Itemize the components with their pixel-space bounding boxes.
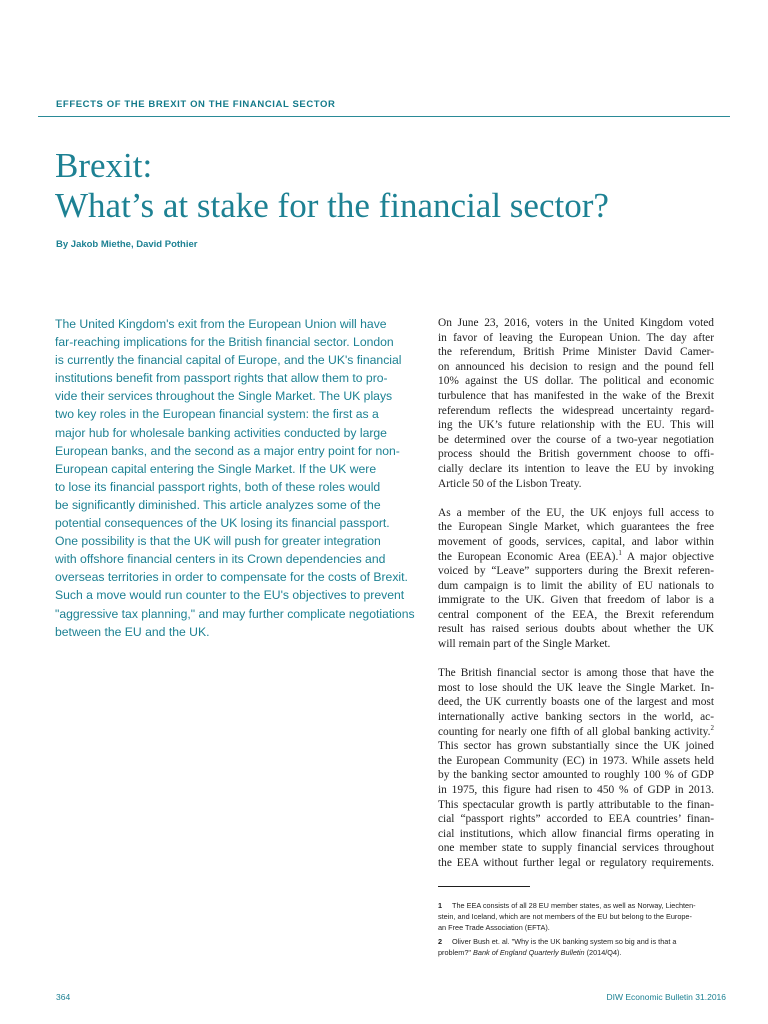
body-line xyxy=(438,550,714,565)
body-line: cial “passport rights” accorded to EEA countries’ finan- xyxy=(438,813,714,826)
body-line: one member state to supply financial services throughout xyxy=(438,842,714,855)
body-line: movement of goods, services, capital, and labor within xyxy=(438,535,714,548)
abstract-line: between the EU and the UK. xyxy=(55,624,210,639)
body-line: ing the UK’s future relationship with the EU. This will xyxy=(438,419,714,432)
footnote-journal-title: Bank of England Quarterly Bulletin xyxy=(473,948,585,958)
page-number: 364 xyxy=(56,992,71,1002)
body-line-text: counting for nearly one fifth of all global banking activity. xyxy=(438,725,711,738)
body-line: immigrate to the UK. Given that freedom of labor is a xyxy=(438,594,714,607)
footnote-text: The EEA consists of all 28 EU member states, as well as Norway, Liechten- xyxy=(452,901,696,910)
abstract-line: two key roles in the European financial system: the first as a xyxy=(55,407,379,422)
body-line: most to lose should the UK leave the Single Market. In- xyxy=(438,681,714,694)
body-line xyxy=(438,725,714,740)
article-title xyxy=(55,146,735,226)
title-line-1: Brexit: xyxy=(55,146,153,185)
abstract-line: potential consequences of the UK losing its financial passport. xyxy=(55,516,390,531)
abstract-line: major hub for wholesale banking activities conducted by large xyxy=(55,425,387,440)
footnote-1 xyxy=(438,900,718,933)
abstract-line: far-reaching implications for the British financial sector. London xyxy=(55,335,394,350)
body-line: central component of the EEA, the Brexit referendum xyxy=(438,608,714,621)
abstract-line: The United Kingdom's exit from the European Union will have xyxy=(55,317,387,331)
section-label: EFFECTS OF THE BREXIT ON THE FINANCIAL SECTOR xyxy=(56,99,336,110)
footnote-text: (2014/Q4). xyxy=(584,948,622,958)
body-line: process should the British government choose to offi- xyxy=(438,448,714,461)
footnote-number: 2 xyxy=(438,937,443,947)
abstract-line: One possibility is that the UK will push for greater integration xyxy=(55,534,381,549)
body-line: the European Single Market, which guarantees the free xyxy=(438,521,714,534)
abstract-line: "aggressive tax planning," and may further complicate negotiations xyxy=(55,606,415,621)
body-line: cially declare its intention to leave the EU by invoking xyxy=(438,462,714,475)
body-line: deed, the UK currently boasts one of the largest and most xyxy=(438,696,714,709)
body-line: in 1975, this figure had risen to 450 % of GDP in 2013. xyxy=(438,784,714,796)
abstract-line: Such a move would run counter to the EU's objectives to prevent xyxy=(55,588,405,603)
abstract-line: European capital entering the Single Market. If the UK were xyxy=(55,461,377,476)
abstract-line: vide their services throughout the Single Market. The UK plays xyxy=(55,389,393,404)
body-paragraph-2 xyxy=(438,506,714,652)
body-line: by the banking sector amounted to roughly 100 % of GDP xyxy=(438,769,714,782)
body-line: will remain part of the Single Market. xyxy=(438,638,611,651)
abstract xyxy=(55,315,415,641)
body-line: dum campaign is to limit the ability of EU nationals to xyxy=(438,579,714,592)
body-line: the European Community (EC) in 1973. While assets held xyxy=(438,754,714,767)
body-line: turbulence that has manifested in the wake of the Brexit xyxy=(438,389,714,402)
body-line: on announced his decision to resign and the pound fell xyxy=(438,360,714,373)
body-line: result has raised serious doubts about whether the UK xyxy=(438,623,714,636)
title-line-2: What’s at stake for the financial sector? xyxy=(55,186,609,225)
body-line: Article 50 of the Lisbon Treaty. xyxy=(438,477,582,490)
footnote-line: an Free Trade Association (EFTA). xyxy=(438,923,550,933)
body-column xyxy=(438,316,714,885)
body-paragraph-3 xyxy=(438,666,714,870)
footnote-2 xyxy=(438,936,718,958)
body-line-text: A major objective xyxy=(621,550,714,563)
abstract-line: with offshore financial centers in its Crown dependencies and xyxy=(55,552,386,567)
footnote-line: stein, and Iceland, which are not members of the EU but belong to the Europe- xyxy=(438,912,692,922)
body-line: As a member of the EU, the UK enjoys full access to xyxy=(438,506,714,519)
footnote-ref-1[interactable]: 1 xyxy=(618,548,622,557)
footnotes xyxy=(438,900,718,961)
body-line: the referendum, British Prime Minister David Camer- xyxy=(438,346,714,359)
body-line: This sector has grown substantially since the UK joined xyxy=(438,740,714,753)
footnote-line xyxy=(438,947,718,958)
body-line: cial institutions, which allow financial firms operating in xyxy=(438,827,714,840)
footnote-line xyxy=(438,936,718,947)
journal-footer: DIW Economic Bulletin 31.2016 xyxy=(606,992,726,1002)
body-line: On June 23, 2016, voters in the United Kingdom voted xyxy=(438,317,714,329)
abstract-line: is currently the financial capital of Europe, and the UK's financial xyxy=(55,353,402,368)
body-line: in favor of leaving the European Union. The day after xyxy=(438,331,714,344)
footnote-divider xyxy=(438,886,530,887)
body-line: 10% against the US dollar. The political and economic xyxy=(438,375,714,388)
abstract-line: European banks, and the second as a major entry point for non- xyxy=(55,443,400,458)
abstract-line: overseas territories in order to compensate for the costs of Brexit. xyxy=(55,570,408,585)
footnote-number: 1 xyxy=(438,901,443,910)
body-line: the EEA without further legal or regulatory requirements. xyxy=(438,856,714,869)
body-paragraph-1 xyxy=(438,316,714,491)
body-line: internationally active banking sectors in the world, ac- xyxy=(438,711,714,724)
body-line: This spectacular growth is partly attributable to the finan- xyxy=(438,798,714,811)
abstract-line: be significantly diminished. This article analyzes some of the xyxy=(55,497,381,512)
footnote-text: problem?" xyxy=(438,948,474,958)
body-line: voiced by “Leave” supporters during the Brexit referen- xyxy=(438,565,714,578)
footnote-line xyxy=(438,900,718,911)
body-line-text: the European Economic Area (EEA). xyxy=(438,550,619,563)
article-authors: By Jakob Miethe, David Pothier xyxy=(56,239,198,250)
body-line: The British financial sector is among those that have the xyxy=(438,667,714,680)
header-divider xyxy=(38,116,730,117)
footnote-ref-2[interactable]: 2 xyxy=(710,723,714,732)
body-line: referendum reflects the widespread uncertainty regard- xyxy=(438,404,714,417)
body-line: be determined over the course of a two-year negotiation xyxy=(438,433,714,446)
abstract-line: to lose its financial passport rights, both of these roles would xyxy=(55,479,381,494)
footnote-text: Oliver Bush et. al. "Why is the UK banking system so big and is that a xyxy=(452,937,677,947)
abstract-line: institutions benefit from passport rights that allow them to pro- xyxy=(55,371,388,386)
